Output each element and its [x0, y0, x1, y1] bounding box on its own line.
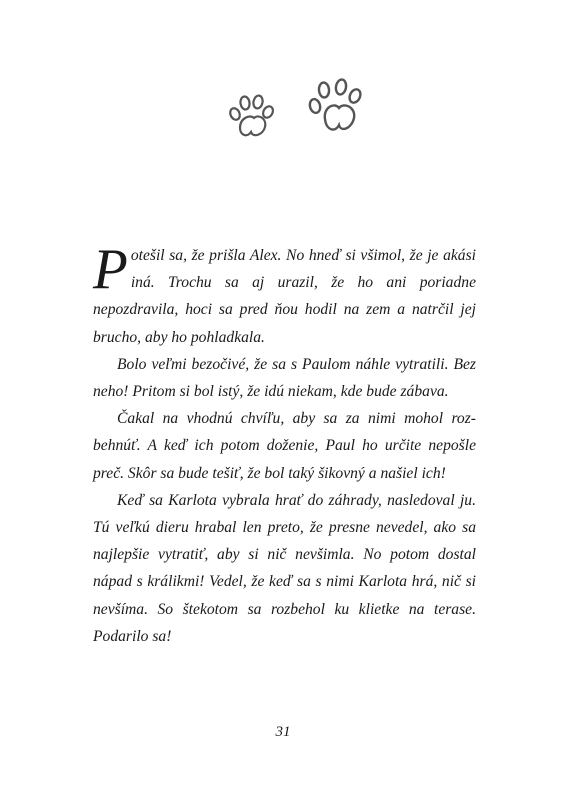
paragraph — [93, 238, 476, 351]
paragraph: Bolo veľmi bezočivé, že sa s Paulom náhle vytratili. Bez neho! Pritom si bol istý, že idú niekam, kde bude zábava. — [93, 355, 476, 401]
paw-print-icon — [226, 94, 276, 140]
paragraph-text: otešil sa, že prišla Alex. No hneď si všimol, že je akási iná. Trochu sa aj urazil, že ho ani poriadne nepozdravila, hoci sa pred ňou hodil na zem a natrčil jej brucho, aby ho pohladkala. — [93, 247, 476, 346]
story-text — [93, 238, 476, 650]
paragraph: Keď sa Karlota vybrala hrať do záhrady, nasledoval ju. Tú veľkú dieru hrabal len preto, že presne nevedel, ako sa najlepšie vytratiť, aby si nič nevšimla. No potom dostal nápad s králikmi! Vedel, že keď sa s nimi Karlota hrá, nič si nevšíma. So štekotom sa rozbehol ku klietke na terase. Podarilo sa! — [93, 491, 476, 645]
paw-print-icon — [307, 77, 365, 137]
page-number: 31 — [275, 724, 291, 740]
paragraph: Čakal na vhodnú chvíľu, aby sa za nimi mohol rozbehnúť. A keď ich potom doženie, Paul ho určite nepošle preč. Skôr sa bude tešiť, že bol taký šikovný a našiel ich! — [93, 410, 476, 482]
drop-cap: P — [93, 238, 128, 301]
